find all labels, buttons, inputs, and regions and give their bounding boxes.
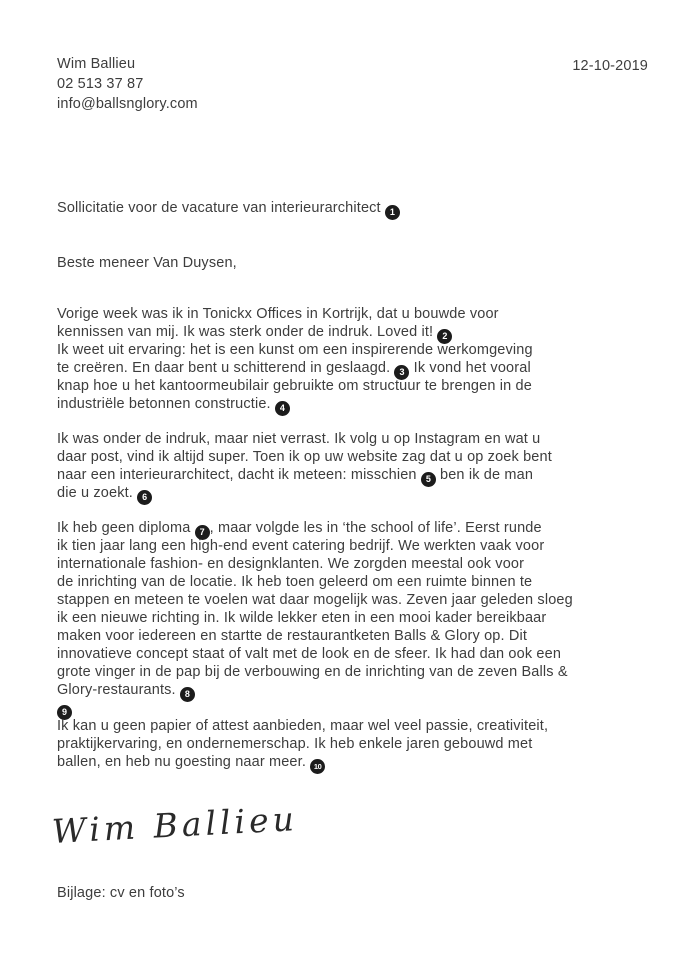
annotation-marker-7: 7 — [195, 525, 210, 540]
paragraph — [57, 519, 657, 699]
body-line — [57, 681, 657, 699]
body-text: Ik kan u geen papier of attest aanbieden, maar wel veel passie, creativiteit, — [57, 718, 549, 734]
body-line — [57, 519, 657, 537]
body-text: kennissen van mij. Ik was sterk onder de indruk. Loved it! — [57, 324, 438, 340]
subject-line — [57, 199, 400, 220]
body-text: de inrichting van de locatie. Ik heb toen geleerd om een ruimte binnen te — [57, 574, 533, 590]
body-text: ik tien jaar lang een high-end event catering bedrijf. We werkten vaak voor — [57, 538, 545, 554]
annotation-marker-10: 10 — [310, 759, 325, 774]
body-line — [57, 699, 657, 717]
body-line — [57, 466, 657, 484]
salutation: Beste meneer Van Duysen, — [57, 255, 237, 271]
paragraph — [57, 699, 657, 771]
body-line — [57, 305, 657, 323]
body-text: daar post, vind ik altijd super. Toen ik op uw website zag dat u op zoek bent — [57, 449, 552, 465]
annotation-marker-6: 6 — [137, 490, 152, 505]
body-line — [57, 430, 657, 448]
annotation-marker-4: 4 — [275, 401, 290, 416]
body-text: ballen, en heb nu goesting naar meer. — [57, 754, 311, 770]
body-line — [57, 627, 657, 645]
paragraph — [57, 430, 657, 502]
paragraph — [57, 305, 657, 413]
body-text: knap hoe u het kantoormeubilair gebruikte om structuur te brengen in de — [57, 378, 532, 394]
body-text: maken voor iedereen en startte de restaurantketen Balls & Glory op. Dit — [57, 628, 528, 644]
letter-body — [57, 305, 657, 771]
body-line — [57, 645, 657, 663]
body-text: innovatieve concept staat of valt met de look en de sfeer. Ik had dan ook een — [57, 646, 562, 662]
annotation-marker-3: 3 — [394, 365, 409, 380]
body-line — [57, 753, 657, 771]
body-text: die u zoekt. — [57, 485, 138, 501]
body-text: Ik vond het vooral — [409, 360, 531, 376]
body-line — [57, 448, 657, 466]
body-text: naar een interieurarchitect, dacht ik meteen: misschien — [57, 467, 421, 483]
body-line — [57, 591, 657, 609]
body-text: te creëren. En daar bent u schitterend in geslaagd. — [57, 360, 395, 376]
annotation-marker-1: 1 — [385, 205, 400, 220]
annotation-marker-9: 9 — [57, 705, 72, 720]
sender-phone: 02 513 37 87 — [57, 76, 144, 92]
body-text: praktijkervaring, en ondernemerschap. Ik heb enkele jaren gebouwd met — [57, 736, 533, 752]
sender-email: info@ballsnglory.com — [57, 96, 198, 112]
body-text: ben ik de man — [435, 467, 534, 483]
annotation-marker-2: 2 — [437, 329, 452, 344]
body-text: Ik was onder de indruk, maar niet verrast. Ik volg u op Instagram en wat u — [57, 431, 541, 447]
letter-date: 12-10-2019 — [572, 58, 648, 74]
body-text: , maar volgde les in ‘the school of life’. Eerst runde — [209, 520, 542, 536]
body-text: stappen en meteen te voelen wat daar mogelijk was. Zeven jaar geleden sloeg — [57, 592, 573, 608]
body-text: Sollicitatie voor de vacature van interieurarchitect — [57, 200, 385, 216]
body-text: grote vinger in de pap bij de verbouwing en de inrichting van de zeven Balls & — [57, 664, 568, 680]
signature: Wim Ballieu — [50, 799, 299, 851]
annotation-marker-8: 8 — [180, 687, 195, 702]
body-text: Glory-restaurants. — [57, 682, 180, 698]
body-line — [57, 341, 657, 359]
body-line — [57, 717, 657, 735]
body-line — [57, 573, 657, 591]
body-text: ik een nieuwe richting in. Ik wilde lekker eten in een mooi kader bereikbaar — [57, 610, 547, 626]
body-line — [57, 359, 657, 377]
body-line — [57, 377, 657, 395]
body-text: Ik weet uit ervaring: het is een kunst om een inspirerende werkomgeving — [57, 342, 533, 358]
body-line — [57, 609, 657, 627]
body-line — [57, 537, 657, 555]
body-text: Ik heb geen diploma — [57, 520, 195, 536]
body-line — [57, 484, 657, 502]
body-line — [57, 735, 657, 753]
annotation-marker-5: 5 — [421, 472, 436, 487]
sender-info — [57, 54, 198, 114]
body-text: Vorige week was ik in Tonickx Offices in Kortrijk, dat u bouwde voor — [57, 306, 499, 322]
body-line — [57, 555, 657, 573]
body-line — [57, 395, 657, 413]
body-line — [57, 663, 657, 681]
body-line — [57, 323, 657, 341]
body-text: industriële betonnen constructie. — [57, 396, 275, 412]
body-text: internationale fashion- en designklanten. We zorgden meestal ook voor — [57, 556, 525, 572]
sender-name: Wim Ballieu — [57, 56, 136, 72]
attachment-note: Bijlage: cv en foto’s — [57, 885, 185, 901]
